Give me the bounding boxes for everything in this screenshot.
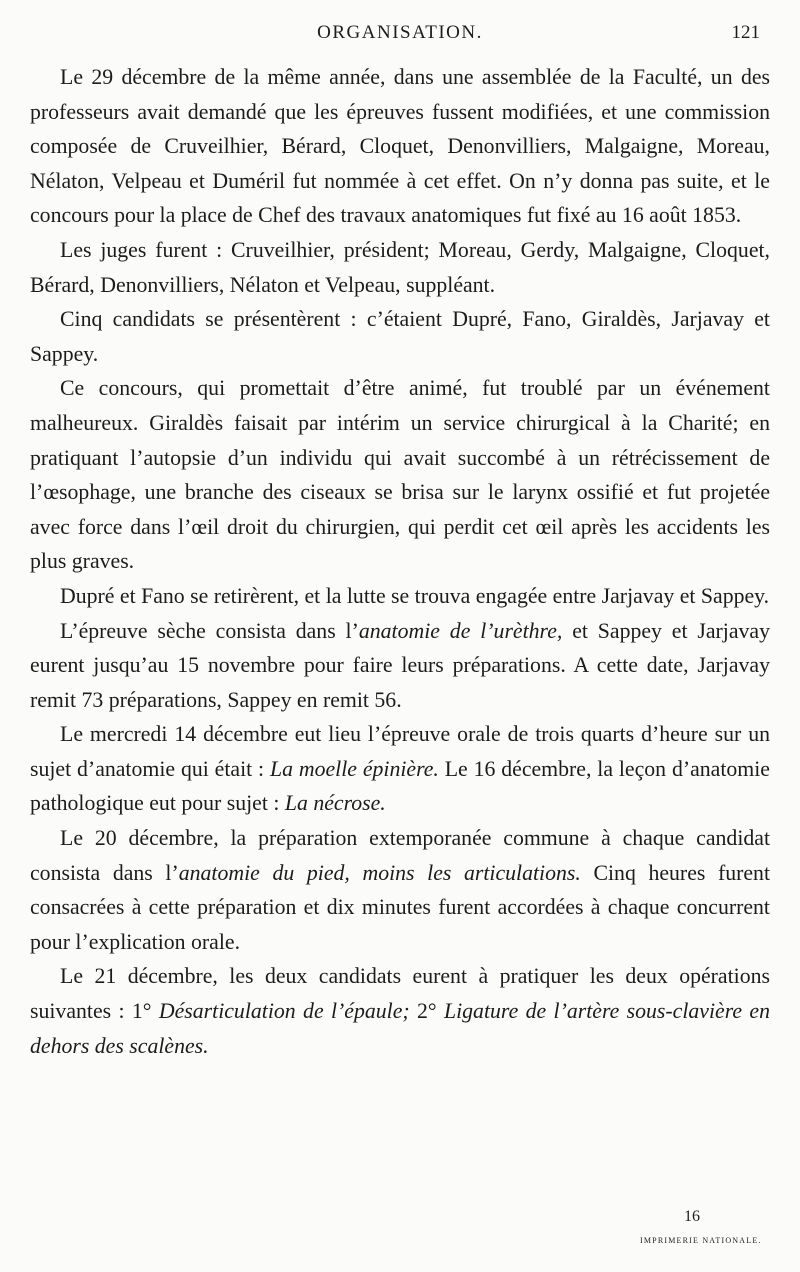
italic-text: La moelle épinière.	[269, 756, 439, 781]
paragraph	[30, 371, 770, 579]
signature-mark: 16	[684, 1208, 700, 1225]
text-run: Le 16 décembre, la leçon d’anatomie pathologique eut pour sujet :	[30, 756, 770, 816]
italic-text: Ligature de l’artère sous-clavière en dehors des scalènes.	[30, 999, 770, 1058]
italic-text: La nécrose.	[284, 791, 386, 816]
italic-text: anatomie de l’urèthre,	[358, 618, 563, 643]
text-run: et Sappey et Jarjavay eurent jusqu’au 15 novembre pour faire leurs préparations. A cette date, Jarjavay remit 73 préparations, Sappey en remit 56.	[30, 618, 770, 712]
paragraph	[30, 959, 770, 1063]
text-run: Cinq candidats se présentèrent : c’étaient Dupré, Fano, Giraldès, Jarjavay et Sappey.	[30, 307, 770, 366]
paragraph	[30, 821, 770, 959]
printer-imprint: IMPRIMERIE NATIONALE.	[640, 1236, 762, 1245]
text-run: Les juges furent : Cruveilhier, président; Moreau, Gerdy, Malgaigne, Cloquet, Bérard, Denonvilliers, Nélaton et Velpeau, suppléant.	[30, 237, 770, 297]
italic-text: Désarticulation de l’épaule;	[158, 999, 410, 1024]
text-run: 2°	[409, 999, 444, 1024]
paragraph	[30, 302, 770, 371]
text-run: Dupré et Fano se retirèrent, et la lutte se trouva engagée entre Jarjavay et Sappey.	[60, 583, 770, 608]
text-run: Ce concours, qui promettait d’être animé, fut troublé par un événement malheureux. Giraldès faisait par intérim un service chirurgical à la Charité; en pratiquant l’autopsie d’un individu qui avait succombé à un rétrécissement de l’œsophage, une branche des ciseaux se brisa sur le larynx ossifié et fut projetée avec force dans l’œil droit du chirurgien, qui perdit cet œil après les accidents les plus graves.	[30, 376, 770, 574]
italic-text: anatomie du pied, moins les articulations.	[178, 860, 581, 885]
text-run: Le mercredi 14 décembre eut lieu l’épreuve orale de trois quarts d’heure sur un sujet d’anatomie qui était :	[30, 722, 770, 781]
text-run: Cinq heures furent consacrées à cette préparation et dix minutes furent accordées à chaque concurrent pour l’explication orale.	[30, 860, 771, 954]
paragraph	[30, 579, 770, 614]
paragraph	[30, 614, 770, 718]
running-title: ORGANISATION.	[317, 22, 483, 43]
paragraph	[30, 717, 770, 821]
body-text	[30, 60, 770, 1063]
page-number: 121	[731, 22, 760, 43]
text-run: L’épreuve sèche consista dans l’	[60, 618, 359, 643]
text-run: Le 29 décembre de la même année, dans une assemblée de la Faculté, un des professeurs avait demandé que les épreuves fussent modifiées, et une commission composée de Cruveilhier, Bérard, Cloquet, Denonvilliers, Malgaigne, Moreau, Nélaton, Velpeau et Duméril fut nommée à cet effet. On n’y donna pas suite, et le concours pour la place de Chef des travaux anatomiques fut fixé au 16 août 1853.	[30, 65, 770, 228]
page-header	[36, 22, 764, 48]
text-run: Le 21 décembre, les deux candidats eurent à pratiquer les deux opérations suivantes : 1°	[30, 964, 770, 1024]
text-run: Le 20 décembre, la préparation extemporanée commune à chaque candidat consista dans l’	[30, 826, 770, 885]
paragraph	[30, 60, 770, 233]
paragraph	[30, 233, 770, 302]
